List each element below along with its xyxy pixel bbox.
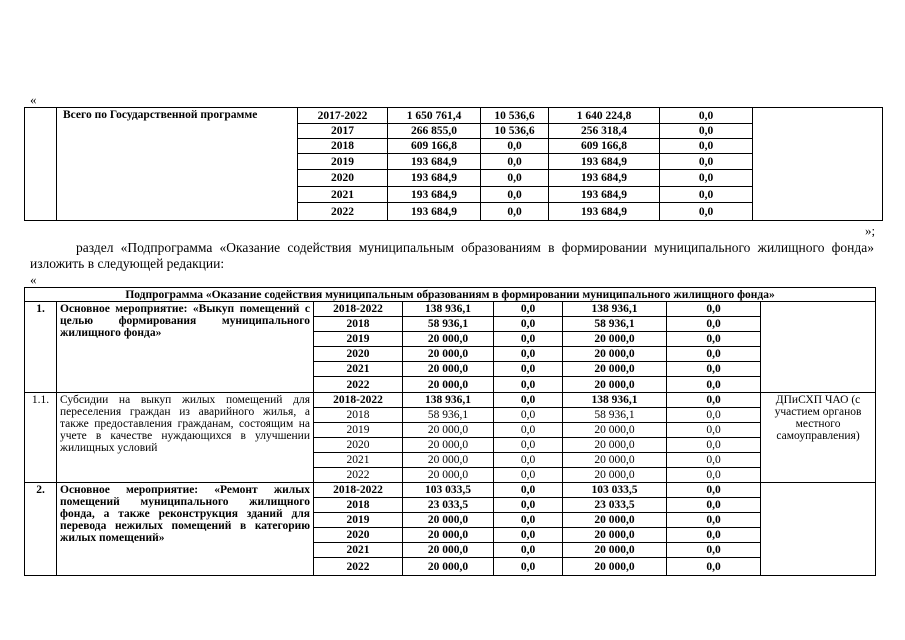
item-description: Субсидии на выкуп жилых помещений для переселения граждан из аварийного жилья, а также предоставления гражданам, состоящим на учете в качестве нуждающихся в улучшении жилищных условий <box>57 393 314 483</box>
total-cell: 193 684,9 <box>388 170 481 187</box>
period-cell: 2020 <box>298 170 388 187</box>
local-cell: 0,0 <box>667 317 761 332</box>
period-cell: 2019 <box>314 423 403 438</box>
period-cell: 2018 <box>298 139 388 154</box>
total-cell: 20 000,0 <box>403 332 494 347</box>
federal-cell: 0,0 <box>494 362 563 377</box>
subprogram-table <box>24 287 876 576</box>
local-cell: 0,0 <box>667 513 761 528</box>
period-cell: 2021 <box>298 187 388 203</box>
regional-cell: 1 640 224,8 <box>549 108 660 124</box>
local-cell: 0,0 <box>667 468 761 483</box>
total-cell: 23 033,5 <box>403 498 494 513</box>
regional-cell: 193 684,9 <box>549 203 660 221</box>
federal-cell: 0,0 <box>494 483 563 498</box>
federal-cell: 0,0 <box>481 154 549 170</box>
local-cell: 0,0 <box>667 453 761 468</box>
item-number: 1. <box>25 302 57 393</box>
total-cell: 20 000,0 <box>403 453 494 468</box>
item-number: 1.1. <box>25 393 57 483</box>
table-row <box>25 288 876 302</box>
local-cell: 0,0 <box>660 154 753 170</box>
period-cell: 2018 <box>314 498 403 513</box>
closing-quote: »; <box>865 223 876 238</box>
federal-cell: 0,0 <box>494 393 563 408</box>
regional-cell: 20 000,0 <box>563 377 667 393</box>
regional-cell: 20 000,0 <box>563 558 667 576</box>
local-cell: 0,0 <box>667 377 761 393</box>
regional-cell: 23 033,5 <box>563 498 667 513</box>
period-cell: 2021 <box>314 543 403 558</box>
federal-cell: 0,0 <box>494 332 563 347</box>
total-cell: 103 033,5 <box>403 483 494 498</box>
regional-cell: 58 936,1 <box>563 408 667 423</box>
local-cell: 0,0 <box>660 187 753 203</box>
local-cell: 0,0 <box>667 438 761 453</box>
table-row <box>25 393 876 408</box>
period-cell: 2022 <box>314 377 403 393</box>
regional-cell: 138 936,1 <box>563 393 667 408</box>
section-instruction-text: раздел «Подпрограмма «Оказание содействия муниципальным образованиям в формировании муниципального жилищного фонда» изложить в следующей редакции: <box>30 240 874 271</box>
period-cell: 2020 <box>314 347 403 362</box>
empty-cell <box>761 483 876 576</box>
federal-cell: 0,0 <box>494 468 563 483</box>
local-cell: 0,0 <box>667 302 761 317</box>
total-cell: 20 000,0 <box>403 558 494 576</box>
federal-cell: 0,0 <box>494 498 563 513</box>
empty-cell <box>753 108 883 221</box>
total-cell: 58 936,1 <box>403 317 494 332</box>
item-description: Основное мероприятие: «Ремонт жилых помещений муниципального жилищного фонда, а также реконструкция зданий для перевода нежилых помещений в категорию жилых помещений» <box>57 483 314 576</box>
regional-cell: 20 000,0 <box>563 468 667 483</box>
table-row <box>25 302 876 317</box>
local-cell: 0,0 <box>660 124 753 139</box>
federal-cell: 0,0 <box>494 347 563 362</box>
local-cell: 0,0 <box>667 558 761 576</box>
regional-cell: 103 033,5 <box>563 483 667 498</box>
regional-cell: 20 000,0 <box>563 453 667 468</box>
table-row <box>25 483 876 498</box>
program-total-table <box>24 107 883 221</box>
regional-cell: 20 000,0 <box>563 347 667 362</box>
total-cell: 266 855,0 <box>388 124 481 139</box>
regional-cell: 20 000,0 <box>563 438 667 453</box>
period-cell: 2017 <box>298 124 388 139</box>
regional-cell: 20 000,0 <box>563 332 667 347</box>
federal-cell: 0,0 <box>494 302 563 317</box>
local-cell: 0,0 <box>667 332 761 347</box>
period-cell: 2017-2022 <box>298 108 388 124</box>
local-cell: 0,0 <box>667 498 761 513</box>
local-cell: 0,0 <box>667 362 761 377</box>
total-cell: 609 166,8 <box>388 139 481 154</box>
federal-cell: 0,0 <box>494 528 563 543</box>
item-description: Основное мероприятие: «Выкуп помещений с целью формирования муниципального жилищного фонда» <box>57 302 314 393</box>
regional-cell: 20 000,0 <box>563 513 667 528</box>
empty-cell <box>761 302 876 393</box>
item-number: 2. <box>25 483 57 576</box>
period-cell: 2022 <box>314 558 403 576</box>
local-cell: 0,0 <box>667 393 761 408</box>
period-cell: 2019 <box>314 332 403 347</box>
federal-cell: 0,0 <box>481 187 549 203</box>
total-cell: 20 000,0 <box>403 513 494 528</box>
federal-cell: 0,0 <box>481 170 549 187</box>
period-cell: 2021 <box>314 453 403 468</box>
period-cell: 2018-2022 <box>314 483 403 498</box>
federal-cell: 0,0 <box>494 558 563 576</box>
regional-cell: 20 000,0 <box>563 423 667 438</box>
total-cell: 20 000,0 <box>403 347 494 362</box>
period-cell: 2018-2022 <box>314 393 403 408</box>
federal-cell: 0,0 <box>494 317 563 332</box>
local-cell: 0,0 <box>667 347 761 362</box>
period-cell: 2022 <box>314 468 403 483</box>
period-cell: 2022 <box>298 203 388 221</box>
local-cell: 0,0 <box>667 423 761 438</box>
period-cell: 2019 <box>298 154 388 170</box>
period-cell: 2018-2022 <box>314 302 403 317</box>
total-cell: 20 000,0 <box>403 543 494 558</box>
local-cell: 0,0 <box>660 203 753 221</box>
federal-cell: 0,0 <box>494 377 563 393</box>
period-cell: 2020 <box>314 528 403 543</box>
total-cell: 20 000,0 <box>403 377 494 393</box>
regional-cell: 193 684,9 <box>549 187 660 203</box>
regional-cell: 20 000,0 <box>563 362 667 377</box>
regional-cell: 193 684,9 <box>549 170 660 187</box>
total-cell: 20 000,0 <box>403 362 494 377</box>
federal-cell: 0,0 <box>494 543 563 558</box>
total-cell: 20 000,0 <box>403 468 494 483</box>
federal-cell: 0,0 <box>494 438 563 453</box>
regional-cell: 256 318,4 <box>549 124 660 139</box>
opening-quote: « <box>30 92 37 107</box>
opening-quote-2: « <box>30 272 37 287</box>
total-cell: 138 936,1 <box>403 302 494 317</box>
local-cell: 0,0 <box>667 528 761 543</box>
period-cell: 2020 <box>314 438 403 453</box>
local-cell: 0,0 <box>667 483 761 498</box>
period-cell: 2019 <box>314 513 403 528</box>
local-cell: 0,0 <box>660 139 753 154</box>
row-label: Всего по Государственной программе <box>57 108 298 221</box>
regional-cell: 193 684,9 <box>549 154 660 170</box>
federal-cell: 0,0 <box>481 139 549 154</box>
period-cell: 2018 <box>314 317 403 332</box>
regional-cell: 20 000,0 <box>563 543 667 558</box>
period-cell: 2018 <box>314 408 403 423</box>
total-cell: 138 936,1 <box>403 393 494 408</box>
total-cell: 20 000,0 <box>403 438 494 453</box>
federal-cell: 10 536,6 <box>481 124 549 139</box>
local-cell: 0,0 <box>667 408 761 423</box>
regional-cell: 58 936,1 <box>563 317 667 332</box>
total-cell: 1 650 761,4 <box>388 108 481 124</box>
local-cell: 0,0 <box>660 108 753 124</box>
total-cell: 193 684,9 <box>388 154 481 170</box>
subprogram-header: Подпрограмма «Оказание содействия муниципальным образованиям в формировании муниципального жилищного фонда» <box>25 288 876 302</box>
federal-cell: 0,0 <box>481 203 549 221</box>
total-cell: 20 000,0 <box>403 528 494 543</box>
regional-cell: 20 000,0 <box>563 528 667 543</box>
regional-cell: 138 936,1 <box>563 302 667 317</box>
executor-cell: ДПиСХП ЧАО (с участием органов местного самоуправления) <box>761 393 876 483</box>
period-cell: 2021 <box>314 362 403 377</box>
total-cell: 193 684,9 <box>388 187 481 203</box>
federal-cell: 10 536,6 <box>481 108 549 124</box>
local-cell: 0,0 <box>660 170 753 187</box>
table-row <box>25 108 883 124</box>
total-cell: 193 684,9 <box>388 203 481 221</box>
federal-cell: 0,0 <box>494 453 563 468</box>
federal-cell: 0,0 <box>494 423 563 438</box>
federal-cell: 0,0 <box>494 513 563 528</box>
total-cell: 20 000,0 <box>403 423 494 438</box>
federal-cell: 0,0 <box>494 408 563 423</box>
total-cell: 58 936,1 <box>403 408 494 423</box>
local-cell: 0,0 <box>667 543 761 558</box>
regional-cell: 609 166,8 <box>549 139 660 154</box>
empty-cell <box>25 108 57 221</box>
